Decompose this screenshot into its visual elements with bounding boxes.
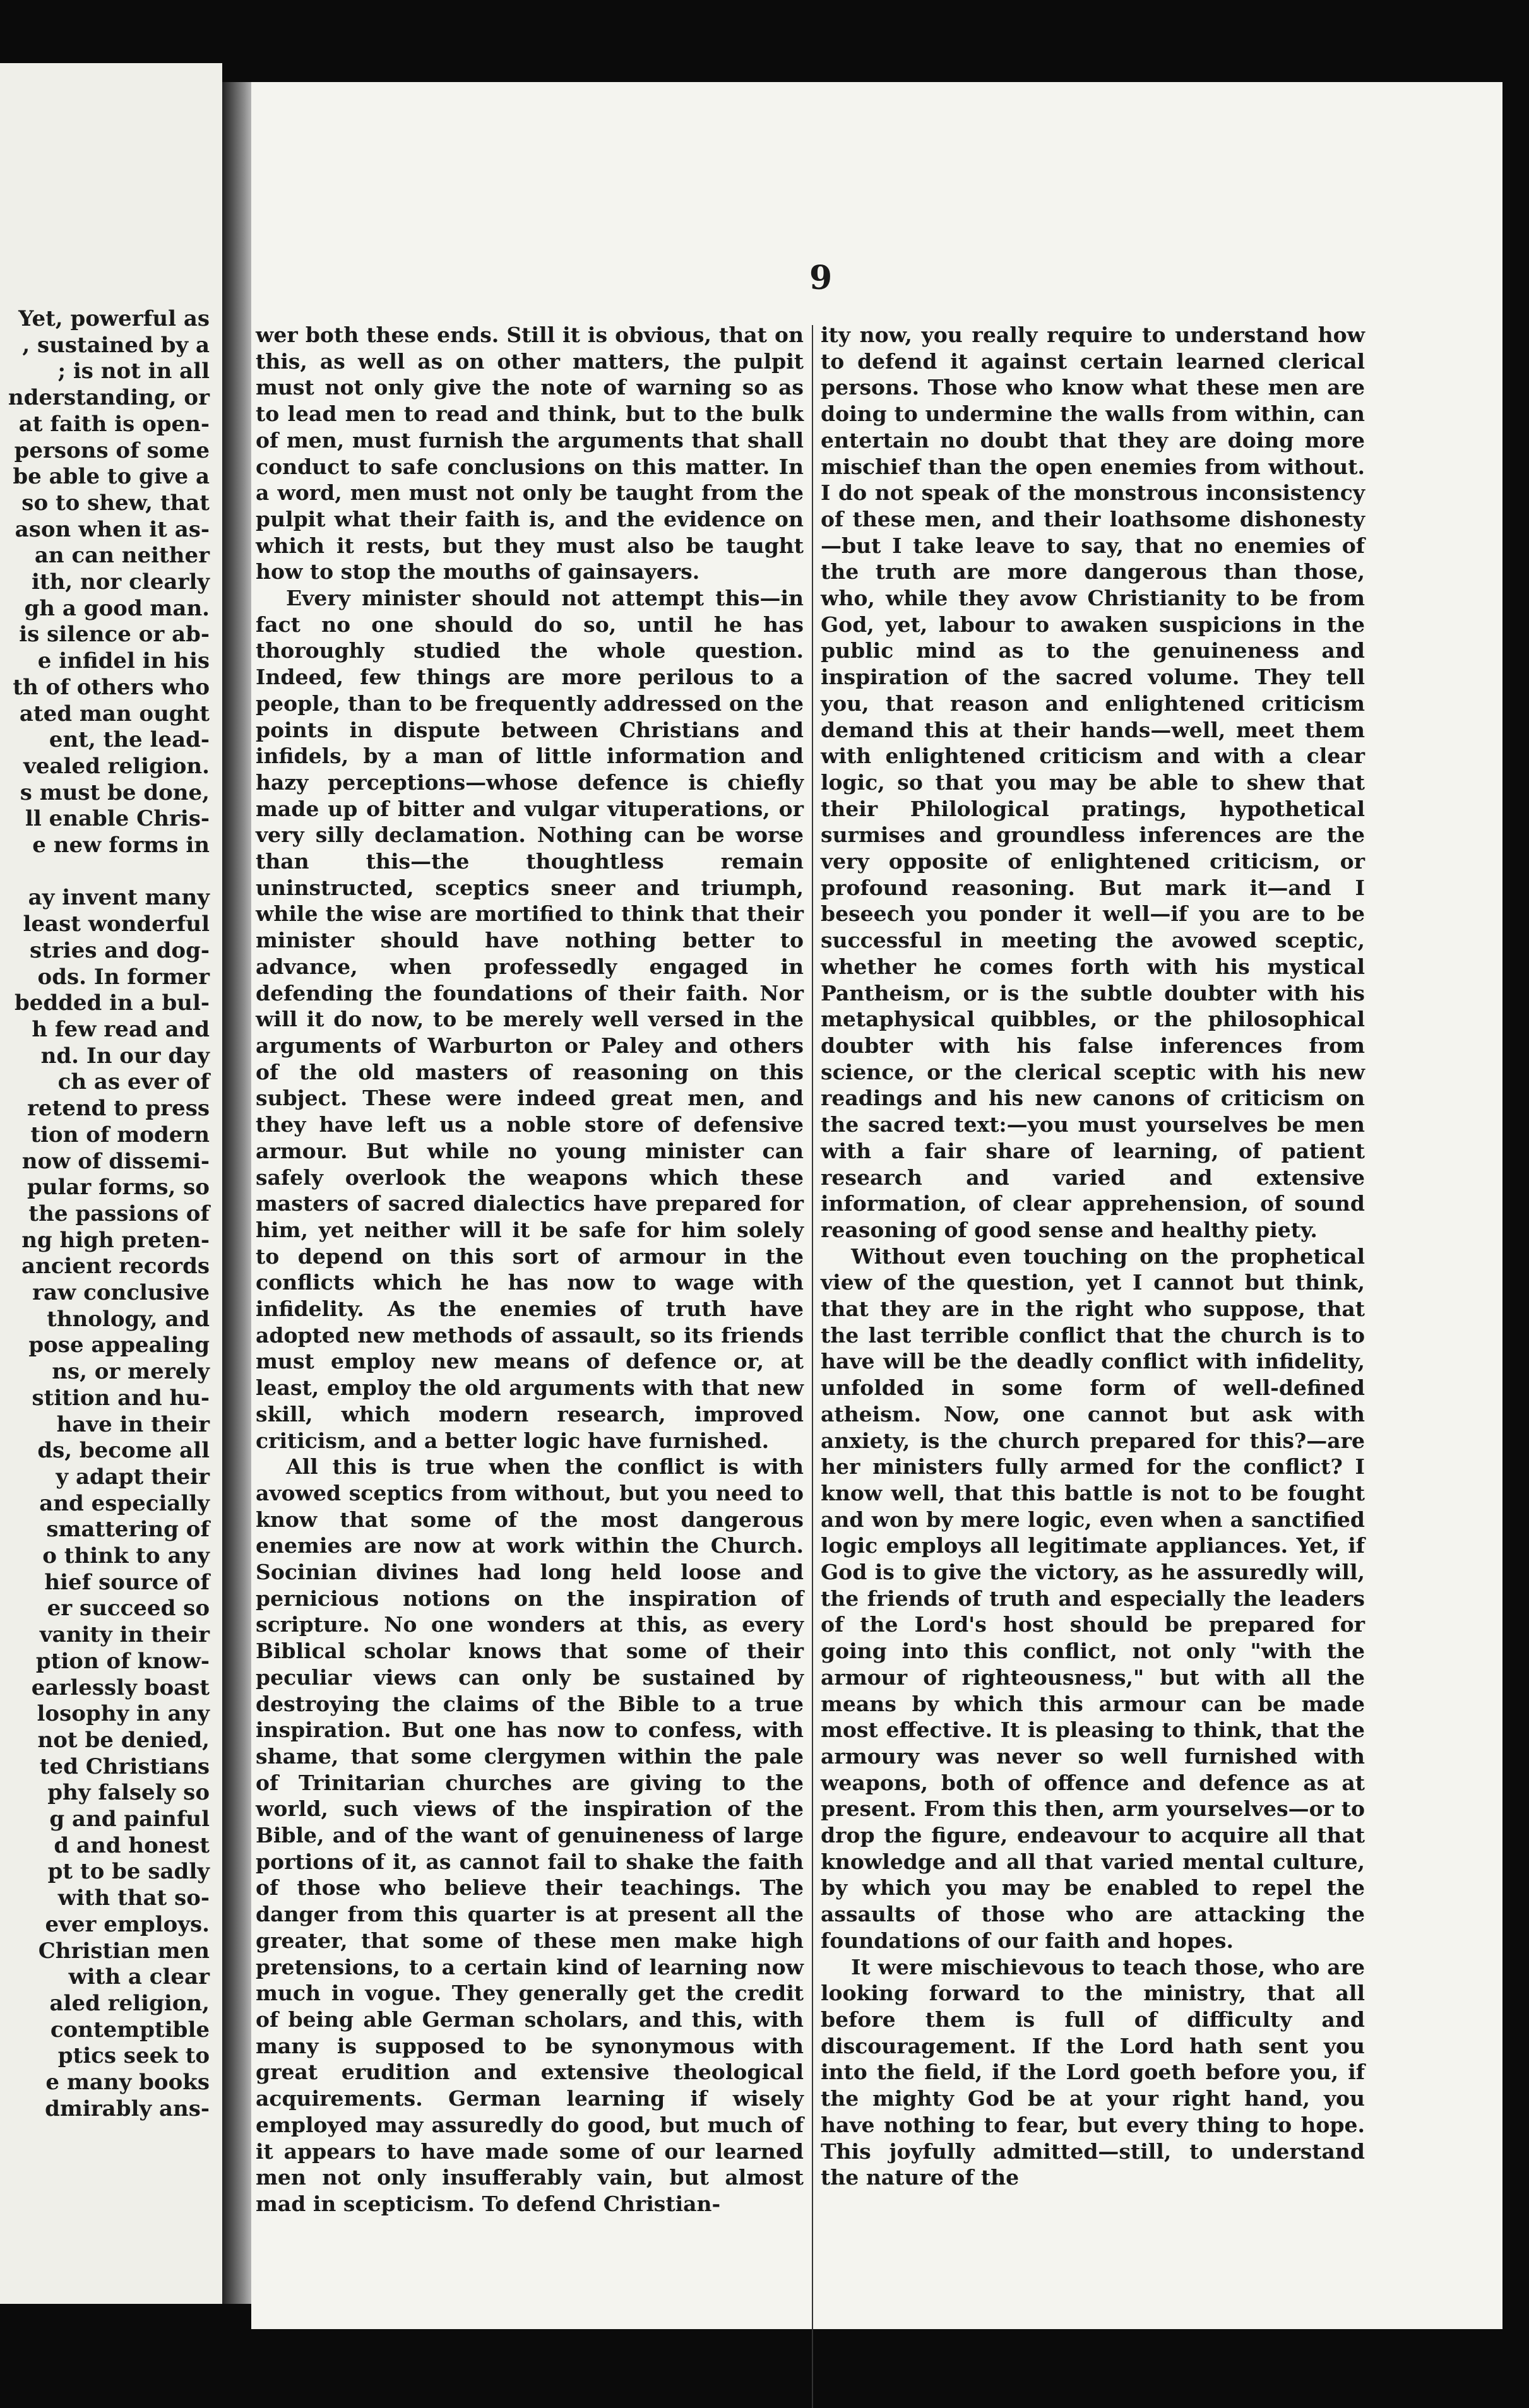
paragraph: It were mischievous to teach those, who are looking forward to the ministry, that all before them is full of difficulty and discouragement. If the Lord hath sent you into the field, if the Lord goeth before you, if the mighty God be at your right hand, you have nothing to fear, but every thing to hope. This joyfully admitted—still, to understand the nature of the [821, 1954, 1365, 2190]
facing-page-line: ptics seek to [57, 2043, 210, 2069]
facing-page-line: not be denied, [37, 1727, 210, 1753]
facing-page-line: earlessly boast [31, 1675, 210, 1700]
column-divider [812, 325, 813, 2408]
facing-page-line: , sustained by a [22, 332, 210, 358]
facing-page-line: retend to press [27, 1096, 210, 1122]
facing-page-line: stries and dog- [30, 937, 210, 963]
facing-page-line: contemptible [50, 2017, 210, 2043]
page-number: 9 [809, 259, 833, 297]
facing-page-line: pose appealing [28, 1332, 210, 1358]
facing-page-line: h few read and [32, 1016, 210, 1042]
facing-page-line: nd. In our day [40, 1043, 210, 1069]
facing-page-line: o think to any [42, 1543, 210, 1569]
paragraph: All this is true when the conflict is with avowed sceptics from without, but you need to know that some of the most dangerous enemies are now at work within the Church. Socinian divines had long held loose and pernicious notions on the inspiration of scripture. No one wonders at this, as every Biblical scholar knows that some of their peculiar views can only be sustained by destroying the claims of the Bible to a true inspiration. But one has now to confess, with shame, that some clergymen within the pale of Trinitarian churches are giving to the world, such views of the inspiration of the Bible, and of the want of genuineness of large portions of it, as cannot fail to shake the faith of those who believe their teachings. The danger from this quarter is at present all the greater, that some of these men make high pretensions, to a certain kind of learning now much in vogue. They generally get the credit of being able German scholars, and this, with many is supposed to be synonymous with great erudition and extensive theological acquirements. German learning if wisely employed may assuredly do good, but much of it appears to have made some of our learned men not only insufferably vain, but almost mad in scepticism. To defend Christian- [256, 1454, 804, 2216]
facing-page-line: aled religion, [49, 1991, 210, 2016]
facing-page-line: thnology, and [47, 1306, 210, 1332]
facing-page-line: Christian men [38, 1938, 210, 1964]
facing-page-line: stition and hu- [32, 1385, 210, 1411]
facing-page-line: is silence or ab- [19, 622, 210, 648]
facing-page-line: ch as ever of [57, 1069, 210, 1095]
facing-page-line: and especially [39, 1490, 210, 1516]
facing-page-line: ancient records [21, 1254, 210, 1279]
facing-page-line: least wonderful [23, 911, 210, 937]
facing-page-line: pt to be sadly [47, 1859, 210, 1885]
facing-page-line: persons of some [14, 437, 210, 463]
facing-page-line: ; is not in all [57, 359, 210, 384]
facing-page-line: vanity in their [39, 1622, 210, 1648]
facing-page-line: be able to give a [13, 464, 210, 490]
facing-page-line: now of dissemi- [21, 1148, 210, 1174]
facing-page-line: ated man ought [19, 701, 210, 727]
text-column-left [256, 322, 804, 2217]
facing-page-line [0, 859, 210, 886]
facing-page-line: s must be done, [20, 780, 210, 805]
facing-page-line: ith, nor clearly [31, 569, 210, 595]
paragraph: ity now, you really require to understand how to defend it against certain learned clerical persons. Those who know what these men are doing to undermine the walls from within, can entertain no doubt that they are doing more mischief than the open enemies from without. I do not speak of the monstrous inconsistency of these men, and their loathsome dishonesty—but I take leave to say, that no enemies of the truth are more dangerous than those, who, while they avow Christianity to be from God, yet, labour to awaken suspicions in the public mind as to the genuineness and inspiration of the sacred volume. They tell you, that reason and enlightened criticism demand this at their hands—well, meet them with enlightened criticism and with a clear logic, so that you may be able to shew that their Philological pratings, hypothetical surmises and groundless inferences are the very opposite of enlightened criticism, or profound reasoning. But mark it—and I beseech you ponder it well—if you are to be successful in meeting the avowed sceptic, whether he comes forth with his mystical Pantheism, or is the subtle doubter with his metaphysical quibbles, or the philosophical doubter with his false inferences from science, or the clerical sceptic with his new readings and his new canons of criticism on the sacred text:—you must yourselves be men with a fair share of learning, of patient research and varied and extensive information, of clear apprehension, of sound reasoning of good sense and healthy piety. [821, 323, 1365, 1242]
facing-page-line: tion of modern [30, 1122, 210, 1148]
facing-page-line: at faith is open- [18, 411, 210, 437]
facing-page-line: pular forms, so [27, 1175, 210, 1201]
facing-page-line: ption of know- [35, 1648, 210, 1674]
facing-page-line: g and painful [49, 1806, 210, 1832]
facing-page-line: ason when it as- [15, 516, 210, 542]
facing-page-line: ods. In former [37, 964, 210, 990]
facing-page-line: with a clear [68, 1964, 210, 1990]
paragraph: Without even touching on the prophetical view of the question, yet I cannot but think, that they are in the right who suppose, that the last terrible conflict that the church is to have will be the deadly conflict with infidelity, unfolded in some form of well-defined atheism. Now, one cannot but ask with anxiety, is the church prepared for this?—are her ministers fully armed for the conflict? I know well, that this battle is not to be fought and won by mere logic, even when a sanctified logic employs all legitimate appliances. Yet, if God is to give the victory, as he assuredly will, the friends of truth and especially the leaders of the Lord's host should be prepared for going into this conflict, not only "with the armour of righteousness," but with all the means by which this armour can be made most effective. It is pleasing to think, that the armoury was never so well furnished with weapons, both of offence and defence as at present. From this then, arm yourselves—or to drop the figure, endeavour to acquire all that knowledge and all that varied mental culture, by which you may be enabled to repel the assaults of those who are attacking the foundations of our faith and hopes. [821, 1243, 1365, 1953]
facing-page-line: e infidel in his [37, 648, 210, 674]
facing-page-line: so to shew, that [21, 490, 210, 516]
facing-page-line: phy falsely so [47, 1780, 210, 1806]
book-gutter [222, 82, 253, 2304]
facing-page-line: gh a good man. [24, 595, 210, 621]
facing-page-line: have in their [56, 1411, 210, 1437]
facing-page-line: an can neither [34, 543, 210, 569]
facing-page-line: losophy in any [37, 1701, 210, 1727]
facing-page-line: ll enable Chris- [25, 806, 210, 832]
facing-page-line: bedded in a bul- [14, 990, 210, 1016]
facing-page-line: vealed religion. [23, 753, 210, 779]
facing-page-line: smattering of [46, 1517, 210, 1543]
paragraph: wer both these ends. Still it is obvious, that on this, as well as on other matters, the pulpit must not only give the note of warning so as to lead men to read and think, but to the bulk of men, must furnish the arguments that shall conduct to safe conclusions on this matter. In a word, men must not only be taught from the pulpit what their faith is, and the evidence on which it rests, but they must also be taught how to stop the mouths of gainsayers. [256, 323, 804, 584]
facing-page-line: e many books [45, 2070, 210, 2096]
facing-page-line: er succeed so [47, 1596, 210, 1622]
facing-page-line: raw conclusive [32, 1280, 210, 1306]
facing-page-line: ever employs. [45, 1911, 210, 1937]
facing-page-fragment [0, 63, 222, 2304]
facing-page-line: dmirably ans- [45, 2096, 210, 2121]
paragraph: Every minister should not attempt this—in fact no one should do so, until he has thoroughly studied the whole question. Indeed, few things are more perilous to a people, than to be frequently addressed on the points in dispute between Christians and infidels, by a man of little information and hazy perceptions—whose defence is chiefly made up of bitter and vulgar vituperations, or very silly declamation. Nothing can be worse than this—the thoughtless remain uninstructed, sceptics sneer and triumph, while the wise are mortified to think that their minister should have nothing better to advance, when professedly engaged in defending the foundations of their faith. Nor will it do now, to be merely well versed in the arguments of Warburton or Paley and others of the old masters of reasoning on this subject. These were indeed great men, and they have left us a noble store of defensive armour. But while no young minister can safely overlook the weapons which these masters of sacred dialectics have prepared for him, yet neither will it be safe for him solely to depend on this sort of armour in the conflicts which he has now to wage with infidelity. As the enemies of truth have adopted new methods of assault, so its friends must employ new means of defence or, at least, employ the old arguments with that new skill, which modern research, improved criticism, and a better logic have furnished. [256, 586, 804, 1453]
facing-page-line: ay invent many [28, 885, 210, 911]
facing-page-line: nderstanding, or [8, 385, 210, 411]
facing-page-line: ent, the lead- [49, 727, 210, 753]
facing-page-line: d and honest [54, 1832, 210, 1858]
facing-page-text [0, 306, 210, 2123]
facing-page-line: ted Christians [39, 1753, 210, 1779]
facing-page-line: y adapt their [56, 1464, 210, 1490]
facing-page-line: ds, become all [37, 1438, 210, 1464]
text-column-right [821, 322, 1365, 2191]
facing-page-line: the passions of [28, 1201, 210, 1226]
facing-page-line: th of others who [13, 674, 210, 700]
facing-page-line: with that so- [57, 1885, 210, 1911]
facing-page-line: e new forms in [32, 833, 210, 858]
facing-page-line: hief source of [44, 1569, 210, 1595]
facing-page-line: Yet, powerful as [18, 306, 210, 331]
facing-page-line: ng high preten- [21, 1227, 210, 1253]
facing-page-line: ns, or merely [52, 1359, 210, 1385]
